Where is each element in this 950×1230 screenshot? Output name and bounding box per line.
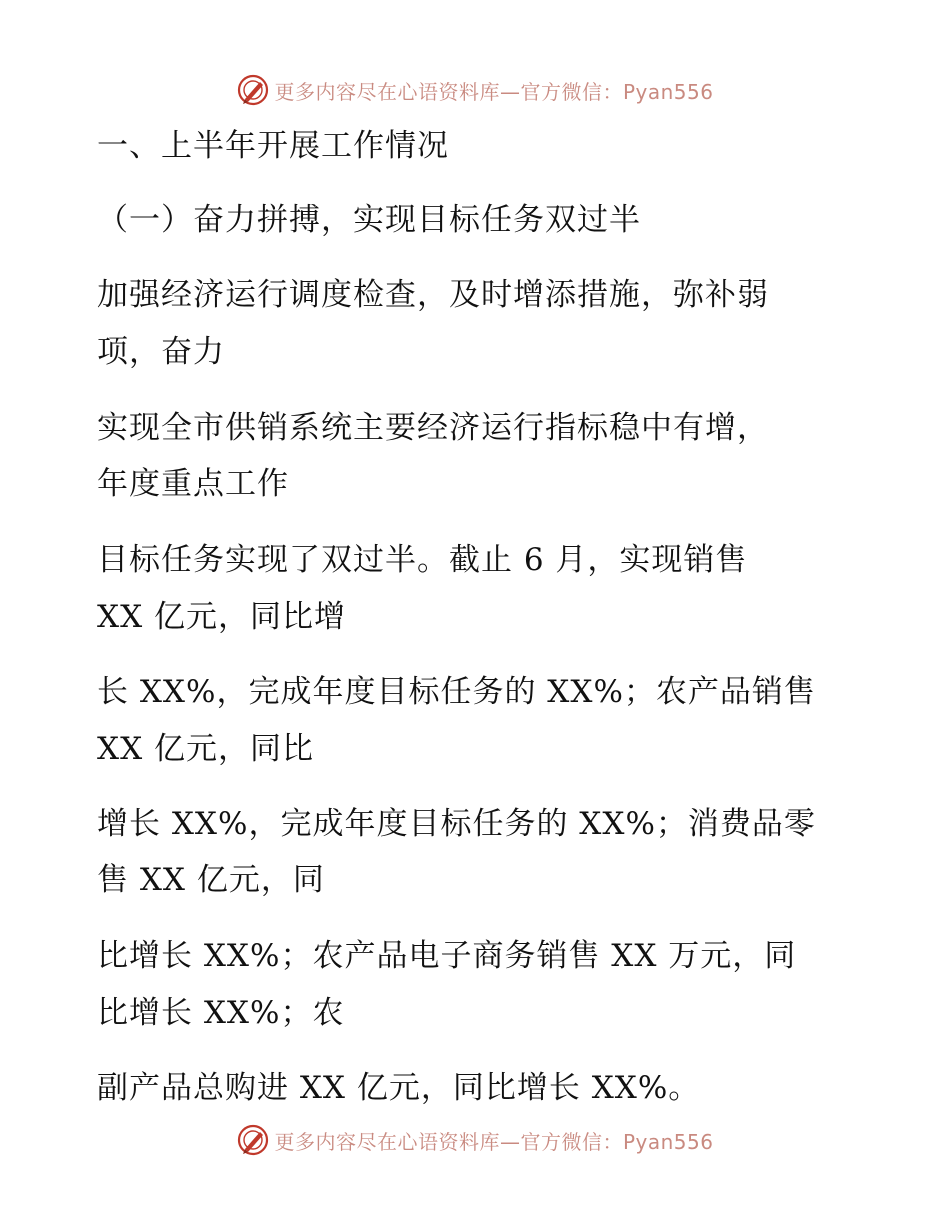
- header-watermark: [0, 70, 950, 110]
- paragraph-line: 比增长 XX%；农: [97, 995, 345, 1031]
- paragraph-line: 长 XX%，完成年度目标任务的 XX%；农产品销售: [97, 674, 816, 710]
- section-heading: 一、上半年开展工作情况: [97, 128, 449, 164]
- paragraph-line: 加强经济运行调度检查，及时增添措施，弥补弱: [97, 277, 769, 313]
- paragraph-line: 年度重点工作: [97, 466, 289, 502]
- pen-logo-icon: [236, 1123, 270, 1157]
- footer-watermark: [0, 1120, 950, 1160]
- paragraph-line: 售 XX 亿元，同: [97, 862, 325, 898]
- watermark-text: 更多内容尽在心语资料库—官方微信：Pyan556: [274, 1129, 714, 1154]
- watermark-text: 更多内容尽在心语资料库—官方微信：Pyan556: [274, 79, 714, 104]
- paragraph-line: 目标任务实现了双过半。截止 6 月，实现销售: [97, 542, 748, 578]
- subsection-heading: （一）奋力拼搏，实现目标任务双过半: [97, 202, 641, 238]
- paragraph-line: XX 亿元，同比: [97, 731, 314, 767]
- paragraph-line: XX 亿元，同比增: [97, 599, 346, 635]
- paragraph-line: 增长 XX%，完成年度目标任务的 XX%；消费品零: [97, 806, 816, 842]
- pen-logo-icon: [236, 73, 270, 107]
- paragraph-line: 项，奋力: [97, 334, 225, 370]
- paragraph-line: 副产品总购进 XX 亿元，同比增长 XX%。: [97, 1070, 701, 1106]
- paragraph-line: 实现全市供销系统主要经济运行指标稳中有增，: [97, 410, 769, 446]
- paragraph-line: 比增长 XX%；农产品电子商务销售 XX 万元，同: [97, 938, 797, 974]
